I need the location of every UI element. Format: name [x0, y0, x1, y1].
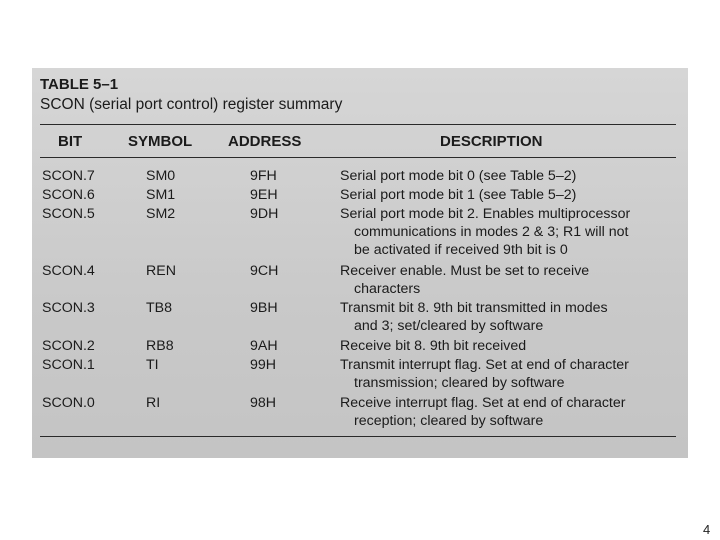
header-symbol: SYMBOL	[128, 133, 193, 150]
page-number: 4	[703, 522, 711, 537]
row-address: 9FH	[250, 168, 277, 184]
desc-line: Transmit interrupt flag. Set at end of character	[340, 357, 629, 373]
row-symbol: REN	[146, 263, 176, 279]
desc-line: and 3; set/cleared by software	[354, 318, 544, 334]
header-bottom-rule	[40, 157, 676, 158]
desc-line: Receive interrupt flag. Set at end of character	[340, 395, 626, 411]
row-symbol: SM0	[146, 168, 176, 184]
row-bit: SCON.5	[42, 206, 95, 222]
row-bit: SCON.0	[42, 395, 95, 411]
row-bit: SCON.7	[42, 168, 95, 184]
desc-line: Serial port mode bit 0 (see Table 5–2)	[340, 168, 577, 184]
row-description	[340, 394, 625, 430]
row-symbol: RI	[146, 395, 161, 411]
row-address: 9CH	[250, 263, 279, 279]
header-description: DESCRIPTION	[440, 133, 543, 150]
row-description	[340, 262, 589, 298]
desc-line: Serial port mode bit 2. Enables multiprocessor	[340, 206, 631, 222]
header-bit: BIT	[58, 133, 83, 150]
row-address: 98H	[250, 395, 277, 411]
row-description	[340, 356, 629, 392]
row-symbol: TB8	[146, 300, 173, 316]
row-bit: SCON.1	[42, 357, 95, 373]
row-symbol: SM2	[146, 206, 176, 222]
row-symbol: TI	[146, 357, 159, 373]
desc-line: Serial port mode bit 1 (see Table 5–2)	[340, 187, 577, 203]
row-bit: SCON.3	[42, 300, 95, 316]
row-address: 99H	[250, 357, 277, 373]
row-bit: SCON.4	[42, 263, 95, 279]
row-description	[340, 337, 526, 355]
header-address: ADDRESS	[228, 133, 302, 150]
desc-line: Receive bit 8. 9th bit received	[340, 338, 527, 354]
row-symbol: RB8	[146, 338, 174, 354]
table-subtitle: SCON (serial port control) register summary	[40, 96, 343, 113]
row-description	[340, 205, 630, 259]
table-bottom-rule	[40, 436, 676, 437]
desc-line: Receiver enable. Must be set to receive	[340, 263, 590, 279]
row-bit: SCON.6	[42, 187, 95, 203]
table-title: TABLE 5–1	[40, 76, 119, 93]
row-bit: SCON.2	[42, 338, 95, 354]
desc-line: characters	[354, 281, 421, 297]
row-address: 9BH	[250, 300, 278, 316]
row-description	[340, 167, 576, 185]
desc-line: Transmit bit 8. 9th bit transmitted in modes	[340, 300, 608, 316]
desc-line: be activated if received 9th bit is 0	[354, 242, 568, 258]
row-address: 9AH	[250, 338, 278, 354]
row-address: 9DH	[250, 206, 279, 222]
desc-line: transmission; cleared by software	[354, 375, 565, 391]
header-top-rule	[40, 124, 676, 125]
row-address: 9EH	[250, 187, 278, 203]
desc-line: communications in modes 2 & 3; R1 will not	[354, 224, 629, 240]
desc-line: reception; cleared by software	[354, 413, 544, 429]
row-symbol: SM1	[146, 187, 176, 203]
row-description	[340, 186, 576, 204]
row-description	[340, 299, 608, 335]
